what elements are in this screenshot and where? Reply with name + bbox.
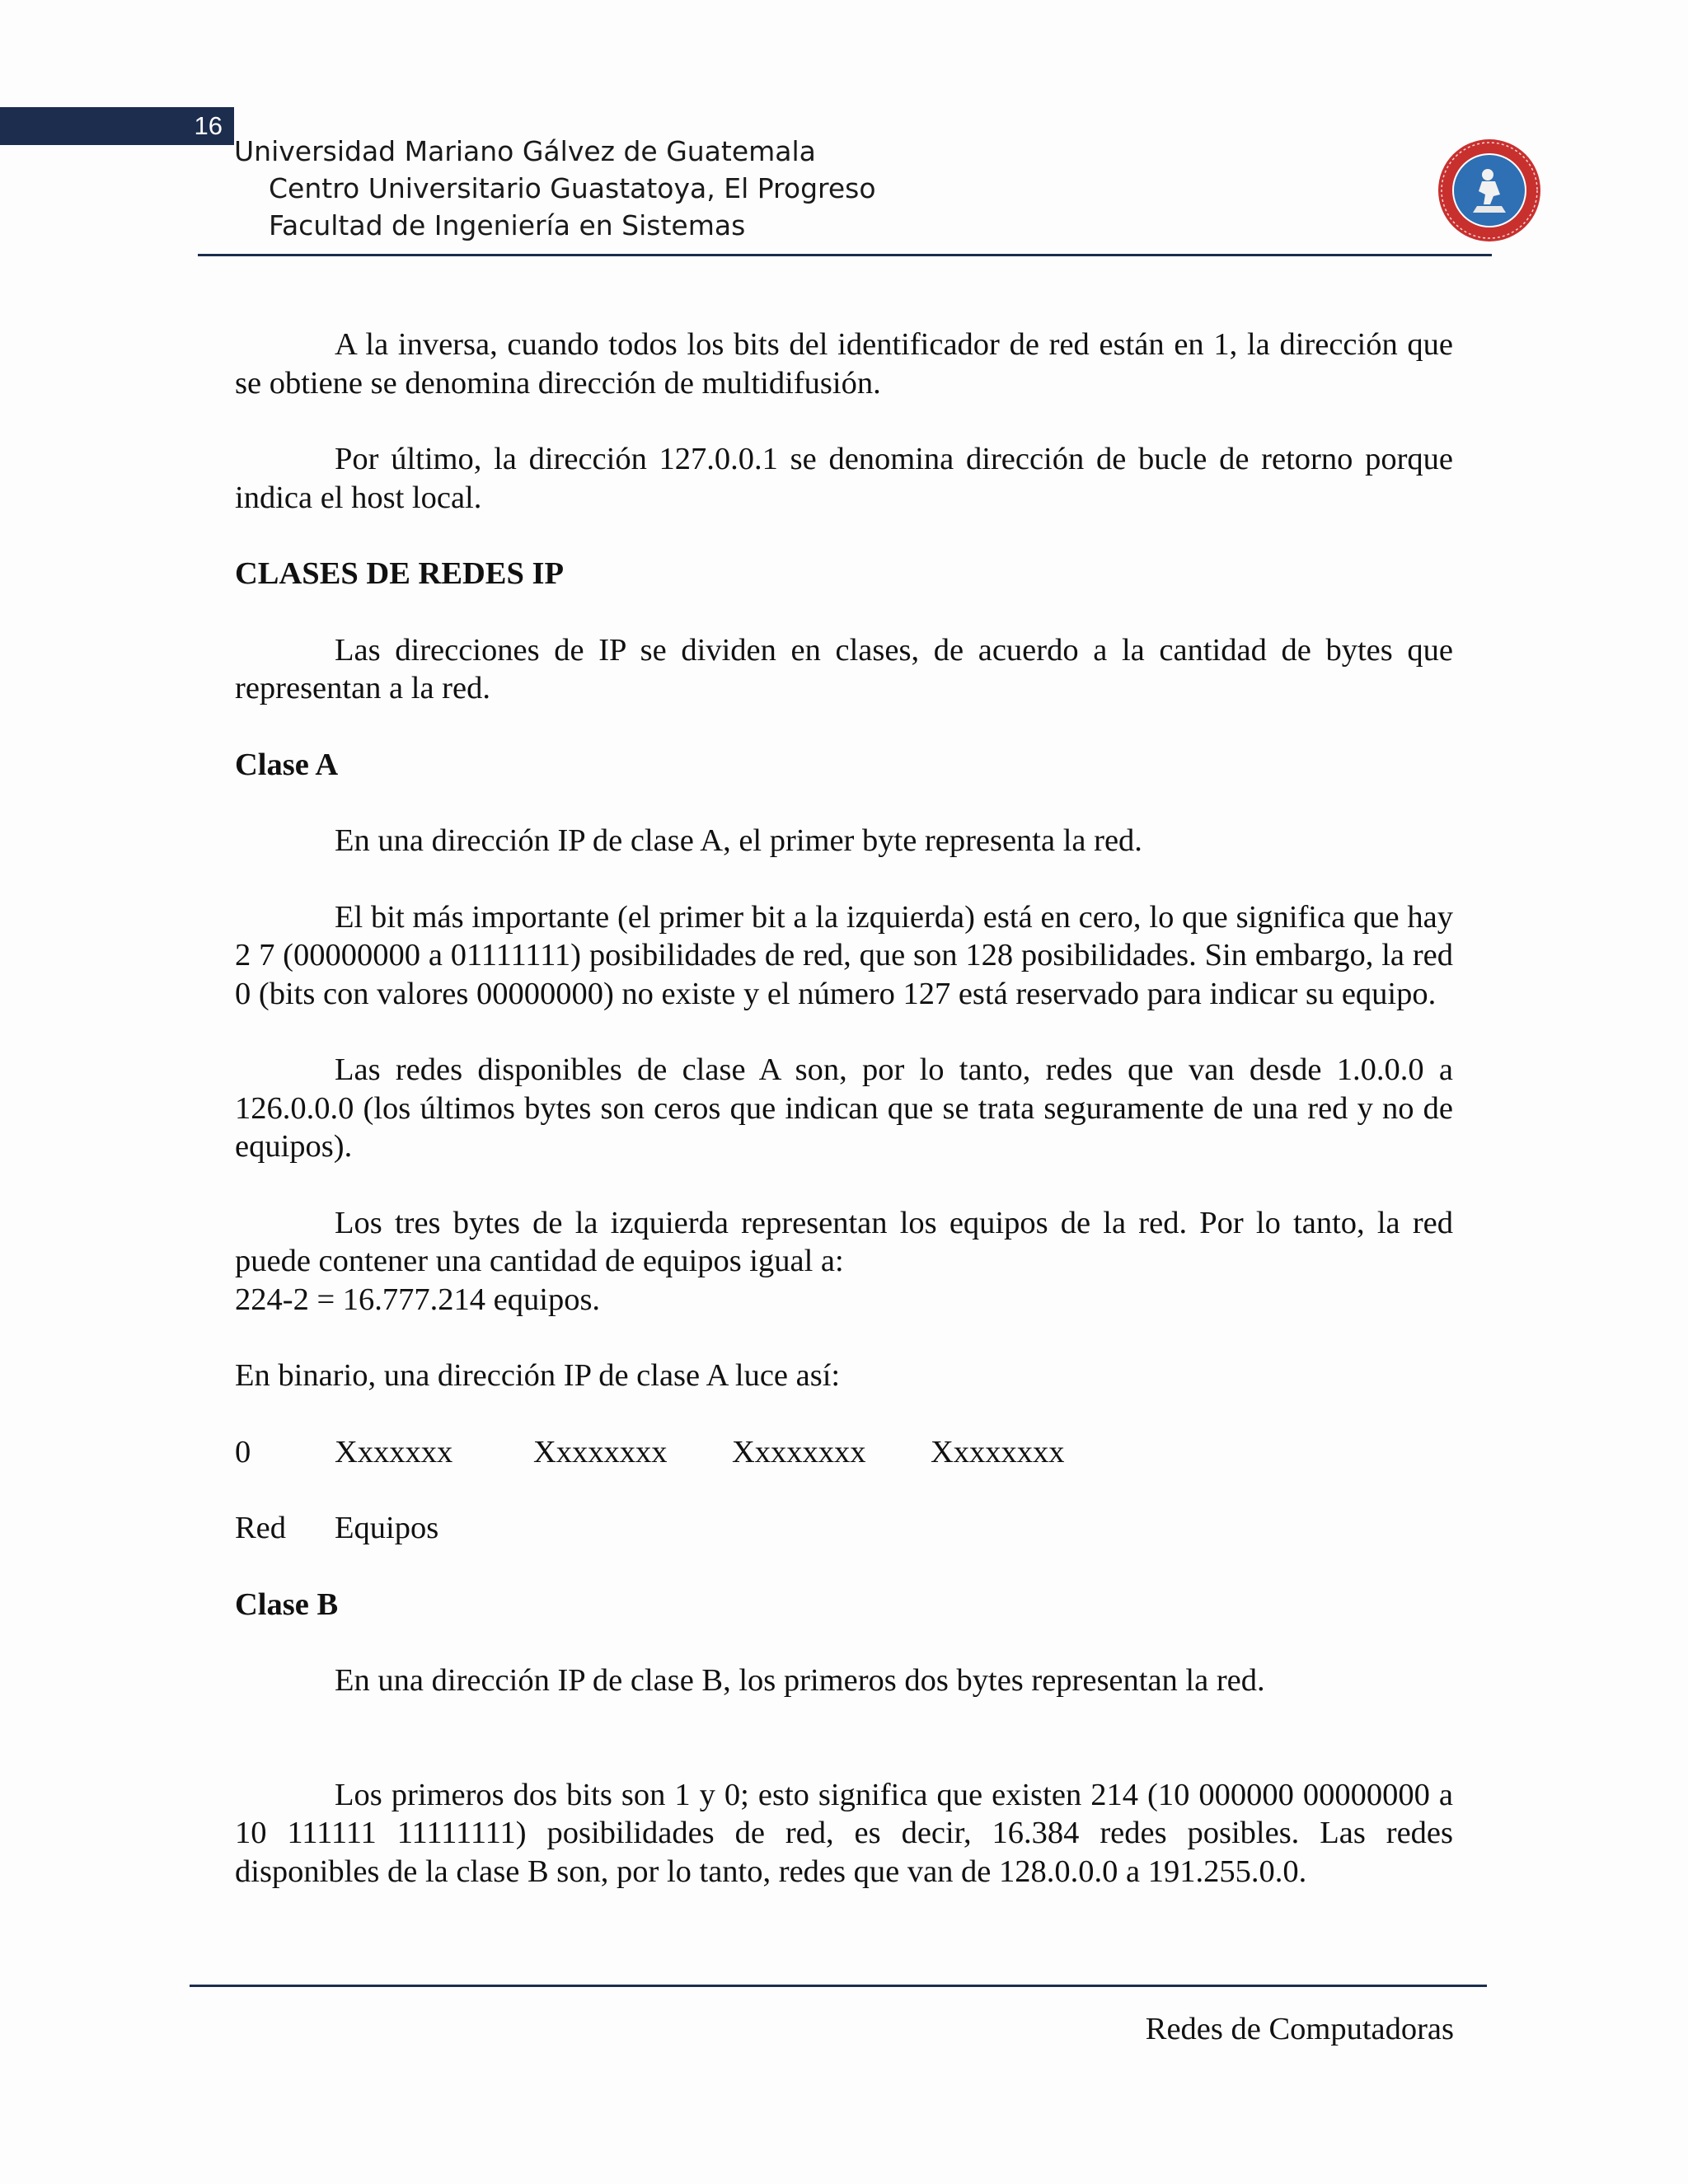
footer-course-title: Redes de Computadoras (1145, 2012, 1454, 2046)
header-faculty: Facultad de Ingeniería en Sistemas (269, 209, 746, 241)
university-seal-logo (1436, 137, 1543, 244)
paragraph: Los tres bytes de la izquierda representan los equipos de la red. Por lo tanto, la red puede contener una cantidad de equipos igual a: (235, 1205, 1453, 1278)
paragraph: Las direcciones de IP se dividen en clases, de acuerdo a la cantidad de bytes que representan a la red. (235, 632, 1453, 705)
binary-byte: Xxxxxxx (335, 1434, 453, 1469)
paragraph: En binario, una dirección IP de clase A luce así: (235, 1358, 841, 1393)
section-heading: CLASES DE REDES IP (235, 556, 565, 591)
paragraph: El bit más importante (el primer bit a la izquierda) está en cero, lo que significa que hay 2 7 (00000000 a 01111111) posibilidades de red, que son 128 posibilidades. Sin embargo, la red 0 (bits con valores 00000000) no existe y el número 127 está reservado para indicar su equipo. (235, 899, 1453, 1011)
paragraph: Las redes disponibles de clase A son, por lo tanto, redes que van desde 1.0.0.0 a 126.0.0.0 (los últimos bytes son ceros que indican que se trata seguramente de una red y no de equipos). (235, 1052, 1453, 1164)
binary-byte: Xxxxxxxx (732, 1434, 866, 1469)
paragraph: A la inversa, cuando todos los bits del identificador de red están en 1, la dirección que se obtiene se denomina dirección de multidifusión. (235, 327, 1453, 401)
binary-address-row (235, 1433, 1453, 1472)
subsection-heading: Clase B (235, 1586, 339, 1622)
header-university: Universidad Mariano Gálvez de Guatemala (234, 135, 816, 167)
paragraph: Los primeros dos bits son 1 y 0; esto significa que existen 214 (10 000000 00000000 a 10 111111 11111111) posibilidades de red, es decir, 16.384 redes posibles. Las redes disponibles de la clase B son, por lo tanto, redes que van de 128.0.0.0 a 191.255.0.0. (235, 1777, 1453, 1889)
header-rule (198, 254, 1492, 256)
network-label: Red (235, 1511, 287, 1545)
page-body (235, 326, 1453, 1891)
paragraph: En una dirección IP de clase A, el primer byte representa la red. (335, 823, 1142, 858)
binary-byte: Xxxxxxxx (533, 1434, 668, 1469)
binary-label-row (235, 1509, 1453, 1548)
page-number: 16 (0, 107, 234, 145)
subsection-heading: Clase A (235, 747, 339, 782)
footer-rule (190, 1985, 1487, 1987)
hosts-label: Equipos (335, 1511, 439, 1545)
paragraph: Por último, la dirección 127.0.0.1 se denomina dirección de bucle de retorno porque indica el host local. (235, 442, 1453, 515)
binary-bit: 0 (235, 1434, 251, 1469)
equation-line: 224-2 = 16.777.214 equipos. (235, 1282, 601, 1317)
binary-byte: Xxxxxxxx (931, 1434, 1065, 1469)
header-campus: Centro Universitario Guastatoya, El Progreso (269, 172, 876, 204)
paragraph: En una dirección IP de clase B, los primeros dos bytes representan la red. (335, 1663, 1265, 1698)
